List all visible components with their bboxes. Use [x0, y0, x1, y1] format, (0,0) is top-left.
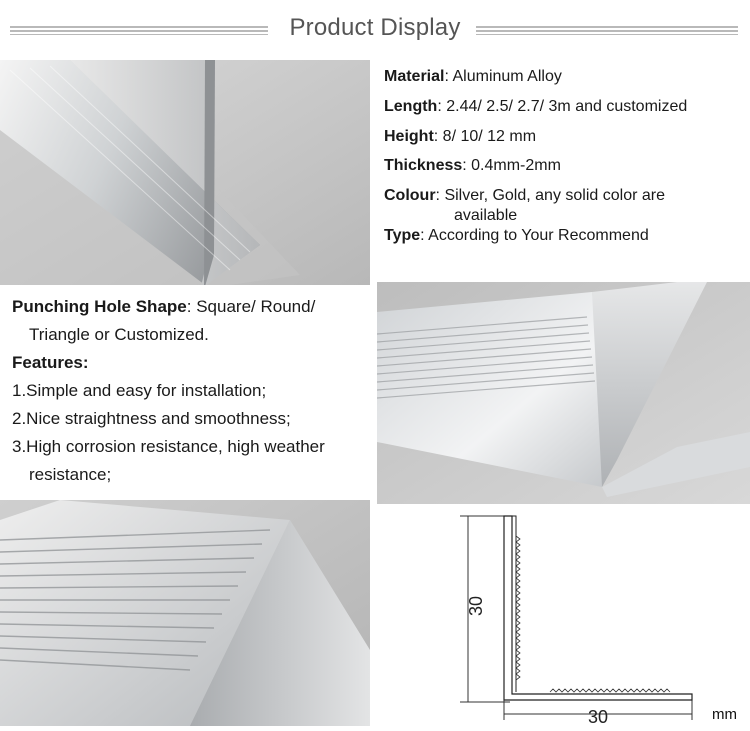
dimension-height-label: 30 — [466, 595, 486, 617]
spec-height: Height: 8/ 10/ 12 mm — [384, 128, 537, 145]
spec-length: Length: 2.44/ 2.5/ 2.7/ 3m and customized — [384, 98, 688, 115]
spec-material: Material: Aluminum Alloy — [384, 68, 562, 85]
punching-hole-shape: Punching Hole Shape: Square/ Round/ — [12, 297, 316, 316]
feature-item: resistance; — [29, 465, 112, 484]
punching-hole-shape-cont: Triangle or Customized. — [29, 325, 209, 344]
dimension-width-label: 30 — [587, 707, 609, 726]
product-photo-angle-top — [0, 60, 370, 285]
features-heading: Features: — [12, 353, 89, 372]
spec-thickness: Thickness: 0.4mm-2mm — [384, 157, 561, 174]
dimension-unit-label: mm — [712, 706, 737, 723]
product-photo-angle-right — [377, 282, 750, 504]
technical-drawing — [430, 506, 750, 726]
feature-item: 3.High corrosion resistance, high weather — [12, 437, 325, 456]
spec-colour: Colour: Silver, Gold, any solid color are available — [384, 187, 665, 224]
feature-item: 2.Nice straightness and smoothness; — [12, 409, 291, 428]
feature-item: 1.Simple and easy for installation; — [12, 381, 267, 400]
product-photo-stair-nosing — [0, 500, 370, 726]
spec-type: Type: According to Your Recommend — [384, 227, 649, 244]
page-title: Product Display — [289, 14, 461, 41]
